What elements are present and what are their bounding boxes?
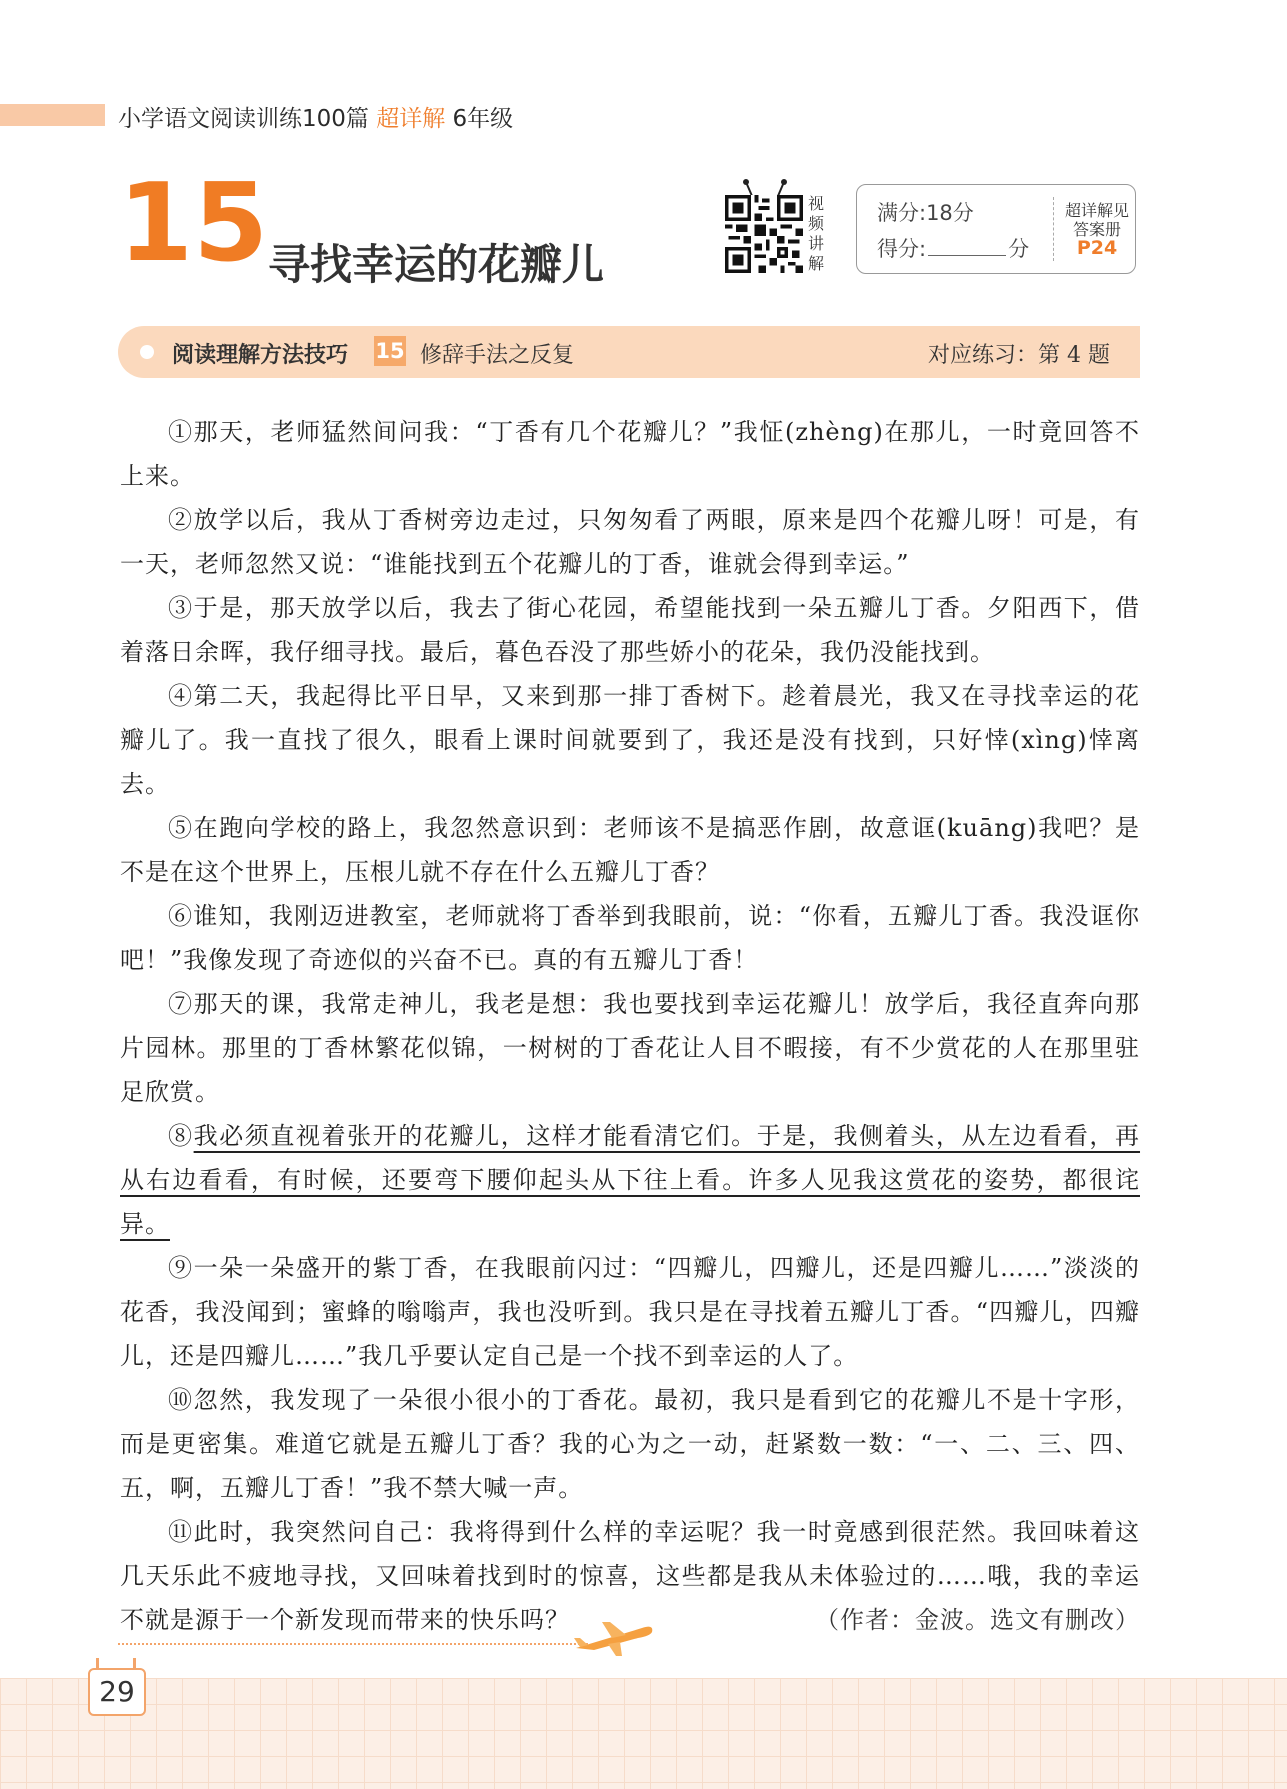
paragraph-3: ③于是，那天放学以后，我去了街心花园，希望能找到一朵五瓣儿丁香。夕阳西下，借着落日余晖，我仔细寻找。最后，暮色吞没了那些娇小的花朵，我仍没能找到。 [120, 594, 1140, 666]
answer-page: P24 [1076, 237, 1118, 259]
dotted-divider [118, 1643, 588, 1645]
paragraph-9: ⑨一朵一朵盛开的紫丁香，在我眼前闪过：“四瓣儿，四瓣儿，还是四瓣儿……”淡淡的花香，我没闻到；蜜蜂的嗡嗡声，我也没听到。我只是在寻找着五瓣儿丁香。“四瓣儿，四瓣儿，还是四瓣儿……”我几乎要认定自己是一个找不到幸运的人了。 [120, 1254, 1140, 1370]
author-credit: （作者：金波。选文有删改） [815, 1606, 1140, 1634]
full-score: 满分:18分 [877, 201, 974, 225]
paragraph-11: ⑪此时，我突然问自己：我将得到什么样的幸运呢？我一时竟感到很茫然。我回味着这几天乐此不疲地寻找，又回味着找到时的惊喜，这些都是我从未体验过的……哦，我的幸运不就是源于一个新发现而带来的快乐吗？ （作者：金波。选文有删改） [120, 1510, 1140, 1642]
book-title-accent: 超详解 [376, 106, 446, 132]
book-header [118, 100, 513, 133]
score-blank[interactable] [928, 237, 1006, 256]
paragraph-4: ④第二天，我起得比平日早，又来到那一排丁香树下。趁着晨光，我又在寻找幸运的花瓣儿了。我一直找了很久，眼看上课时间就要到了，我还是没有找到，只好悻(xìng)悻离去。 [120, 682, 1140, 798]
grid-footer [0, 1678, 1287, 1789]
lesson-number: 15 [118, 161, 269, 286]
answer-reference: 超详解见 答案册 P24 [1057, 201, 1137, 258]
page-number: 29 [88, 1668, 146, 1716]
score-entry: 得分: 分 [877, 237, 1030, 261]
qr-label: 视 频 讲 解 [808, 194, 825, 273]
score-box [856, 184, 1136, 274]
header-accent-band [0, 104, 105, 126]
paragraph-8: ⑧我必须直视着张开的花瓣儿，这样才能看清它们。于是，我侧着头，从左边看看，再从右边看看，有时候，还要弯下腰仰起头从下往上看。许多人见我这赏花的姿势，都很诧异。 [120, 1122, 1141, 1238]
grade-label: 6年级 [452, 106, 514, 132]
paragraph-10: ⑩忽然，我发现了一朵很小很小的丁香花。最初，我只是看到它的花瓣儿不是十字形，而是更密集。难道它就是五瓣儿丁香？我的心为之一动，赶紧数一数：“一、二、三、四、五，啊，五瓣儿丁香！”我不禁大喊一声。 [120, 1386, 1140, 1502]
skill-name: 修辞手法之反复 [420, 343, 575, 368]
paragraph-5: ⑤在跑向学校的路上，我忽然意识到：老师该不是搞恶作剧，故意诓(kuāng)我吧？是不是在这个世界上，压根儿就不存在什么五瓣儿丁香？ [120, 814, 1140, 886]
paragraph-1: ①那天，老师猛然间问我：“丁香有几个花瓣儿？”我怔(zhèng)在那儿，一时竟回答不上来。 [120, 418, 1140, 490]
paragraph-6: ⑥谁知，我刚迈进教室，老师就将丁香举到我眼前，说：“你看，五瓣儿丁香。我没诓你吧！”我像发现了奇迹似的兴奋不已。真的有五瓣儿丁香！ [120, 902, 1140, 974]
book-title: 小学语文阅读训练100篇 [118, 106, 369, 132]
skill-number: 15 [374, 336, 406, 366]
article-body [120, 410, 1140, 1642]
skill-exercise: 对应练习：第 4 题 [928, 343, 1110, 368]
airplane-icon [572, 1618, 656, 1658]
lesson-title: 寻找幸运的花瓣儿 [268, 240, 605, 289]
underlined-sentence: 我必须直视着张开的花瓣儿，这样才能看清它们。于是，我侧着头，从左边看看，再从右边看看，有时候，还要弯下腰仰起头从下往上看。许多人见我这赏花的姿势，都很诧异。 [120, 1122, 1141, 1238]
score-divider [1053, 197, 1054, 261]
skill-banner [118, 326, 1140, 378]
paragraph-7: ⑦那天的课，我常走神儿，我老是想：我也要找到幸运花瓣儿！放学后，我径直奔向那片园林。那里的丁香林繁花似锦，一树树的丁香花让人目不暇接，有不少赏花的人在那里驻足欣赏。 [120, 990, 1140, 1106]
bullet-dot-icon [140, 345, 154, 359]
qr-code-icon[interactable] [725, 195, 803, 273]
paragraph-2: ②放学以后，我从丁香树旁边走过，只匆匆看了两眼，原来是四个花瓣儿呀！可是，有一天，老师忽然又说：“谁能找到五个花瓣儿的丁香，谁就会得到幸运。” [120, 506, 1140, 578]
skill-label: 阅读理解方法技巧 [172, 343, 349, 368]
